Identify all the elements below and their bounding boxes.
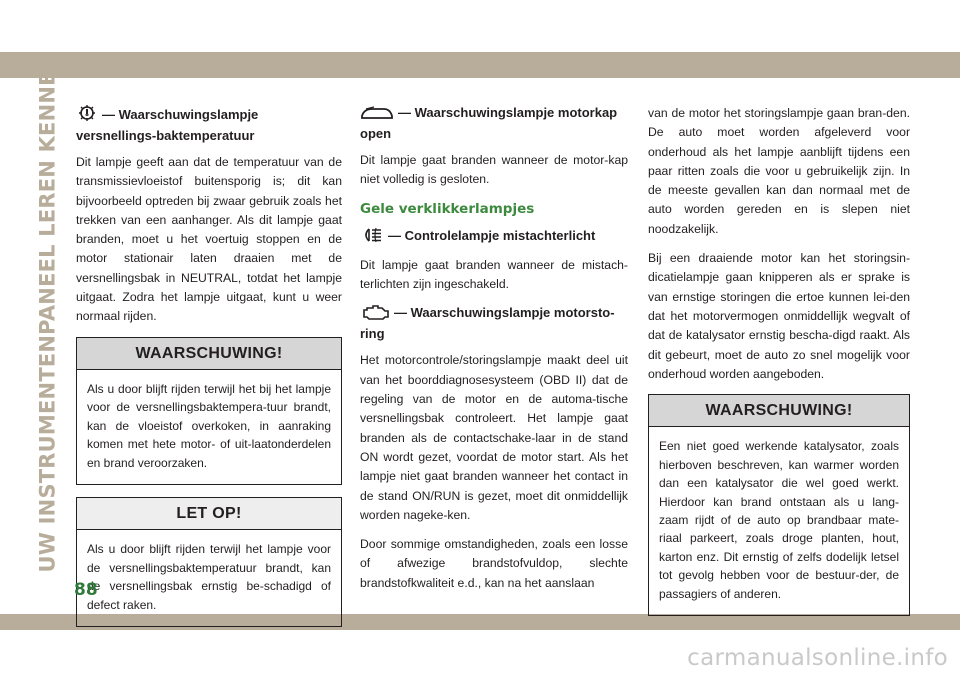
- heading-hood-open: [360, 104, 628, 143]
- paragraph-hood-open: Dit lampje gaat branden wanneer de motor-kap niet volledig is gesloten.: [360, 153, 628, 187]
- chapter-title-text: UW INSTRUMENTENPANEEL LEREN KENNEN: [35, 53, 60, 573]
- column-3: [648, 104, 910, 628]
- warning-text-2: Een niet goed werkende katalysator, zoals hierboven beschreven, kan warmer worden dan een katalysator die wel goed werkt. Hierdoor kan brand ontstaan als u lang-zaam rijdt of de auto op brandbaar mate-riaal parkeert, zoals droge planten, hout, karton enz. Dit ernstig of zelfs dodelijk letsel tot gevolg hebben voor de bestuur-der, de passagiers of anderen.: [659, 439, 899, 601]
- heading-transmission-temp: [76, 104, 342, 145]
- caution-text: Als u door blijft rijden terwijl het lampje voor de versnellingsbaktemperatuur brandt, kan de versnellingsbak ernstig be-schadigd of defect raken.: [87, 542, 331, 612]
- warning-title-2: WAARSCHUWING!: [649, 395, 909, 427]
- rear-fog-light-icon: [360, 227, 384, 248]
- heading-transmission-temp-text: — Waarschuwingslampje versnellings-baktemperatuur: [76, 107, 259, 143]
- page-number: 88: [74, 580, 98, 600]
- paragraph-service: van de motor het storingslampje gaan bran-den. De auto moet worden afgeleverd voor onderhoud als het lampje aanblijft tijdens een paar ritten zoals die voor u gebruikelijk zijn. In de meeste gevallen kan dan normaal met de auto worden gereden en is slepen niet noodzakelijk.: [648, 106, 910, 236]
- column-1: [76, 104, 342, 639]
- hood-open-icon: [360, 106, 394, 125]
- heading-rear-fog-text: — Controlelampje mistachterlicht: [388, 227, 596, 243]
- heading-rear-fog: [360, 227, 628, 248]
- heading-hood-open-text: — Waarschuwingslampje motorkap open: [360, 105, 618, 141]
- heading-engine-malfunction-text: — Waarschuwingslampje motorsto-ring: [360, 305, 615, 342]
- heading-engine-malfunction: [360, 304, 628, 343]
- column-2: [360, 104, 628, 603]
- transmission-temperature-icon: [76, 104, 98, 127]
- warning-box-2: [648, 394, 910, 616]
- warning-box-1: [76, 337, 342, 485]
- paragraph-engine-obd: Het motorcontrole/storingslampje maakt deel uit van het boorddiagnosesysteem (OBD II) dat de regeling van de motor en de automa-tische versnellingsbak controleert. Het lampje gaat branden als de contactschake-laar in de stand ON wordt gezet, voordat de motor start. Als het lampje niet gaat branden wanneer het contact in de stand ON/RUN is gezet, moet dit onmiddellijk worden nageke-ken.: [360, 353, 628, 522]
- paragraph-flashing: Bij een draaiende motor kan het storingsin-dicatielampje gaan knipperen als er sprake is van ernstige storingen die ertoe kunnen lei-den dat het motorvermogen onmiddellijk wegvalt of dat de katalysator ernstig bescha-digd raakt. Als dit gebeurt, moet de auto zo snel mogelijk voor onderhoud worden aangeboden.: [648, 251, 910, 381]
- paragraph-transmission-temp: Dit lampje geeft aan dat de temperatuur van de transmissievloeistof buitensporig is; dit kan bijvoorbeeld optreden bij zwaar gebruik zoals het trekken van een aanhanger. Als dit lampje gaat branden, moet u het voertuig stoppen en de motor stationair laten draaien met de versnellingsbak in NEUTRAL, totdat het lampje uitgaat. Zodra het lampje uitgaat, kunt u weer normaal rijden.: [76, 155, 342, 324]
- warning-text-1: Als u door blijft rijden terwijl het bij het lampje voor de versnellingsbaktempera-tuur brandt, kan de vloeistof overkoken, in aanraking komen met hete motor- of uit-laatonderdelen en brand veroorzaken.: [87, 381, 331, 470]
- header-bar: [0, 52, 960, 78]
- paragraph-fuel-cap: Door sommige omstandigheden, zoals een losse of afwezige brandstofvuldop, slechte brandstofkwaliteit e.d., kan na het aanslaan: [360, 537, 628, 590]
- warning-title-1: WAARSCHUWING!: [77, 338, 341, 370]
- subsection-title-yellow-lamps: Gele verklikkerlampjes: [360, 200, 535, 217]
- caution-title: LET OP!: [77, 498, 341, 530]
- top-margin: [0, 0, 960, 52]
- watermark: carmanualsonline.info: [687, 645, 948, 671]
- caution-box: [76, 497, 342, 627]
- paragraph-rear-fog: Dit lampje gaat branden wanneer de mistach-terlichten zijn ingeschakeld.: [360, 257, 628, 292]
- check-engine-icon: [360, 304, 390, 325]
- chapter-title-vertical: [22, 53, 72, 573]
